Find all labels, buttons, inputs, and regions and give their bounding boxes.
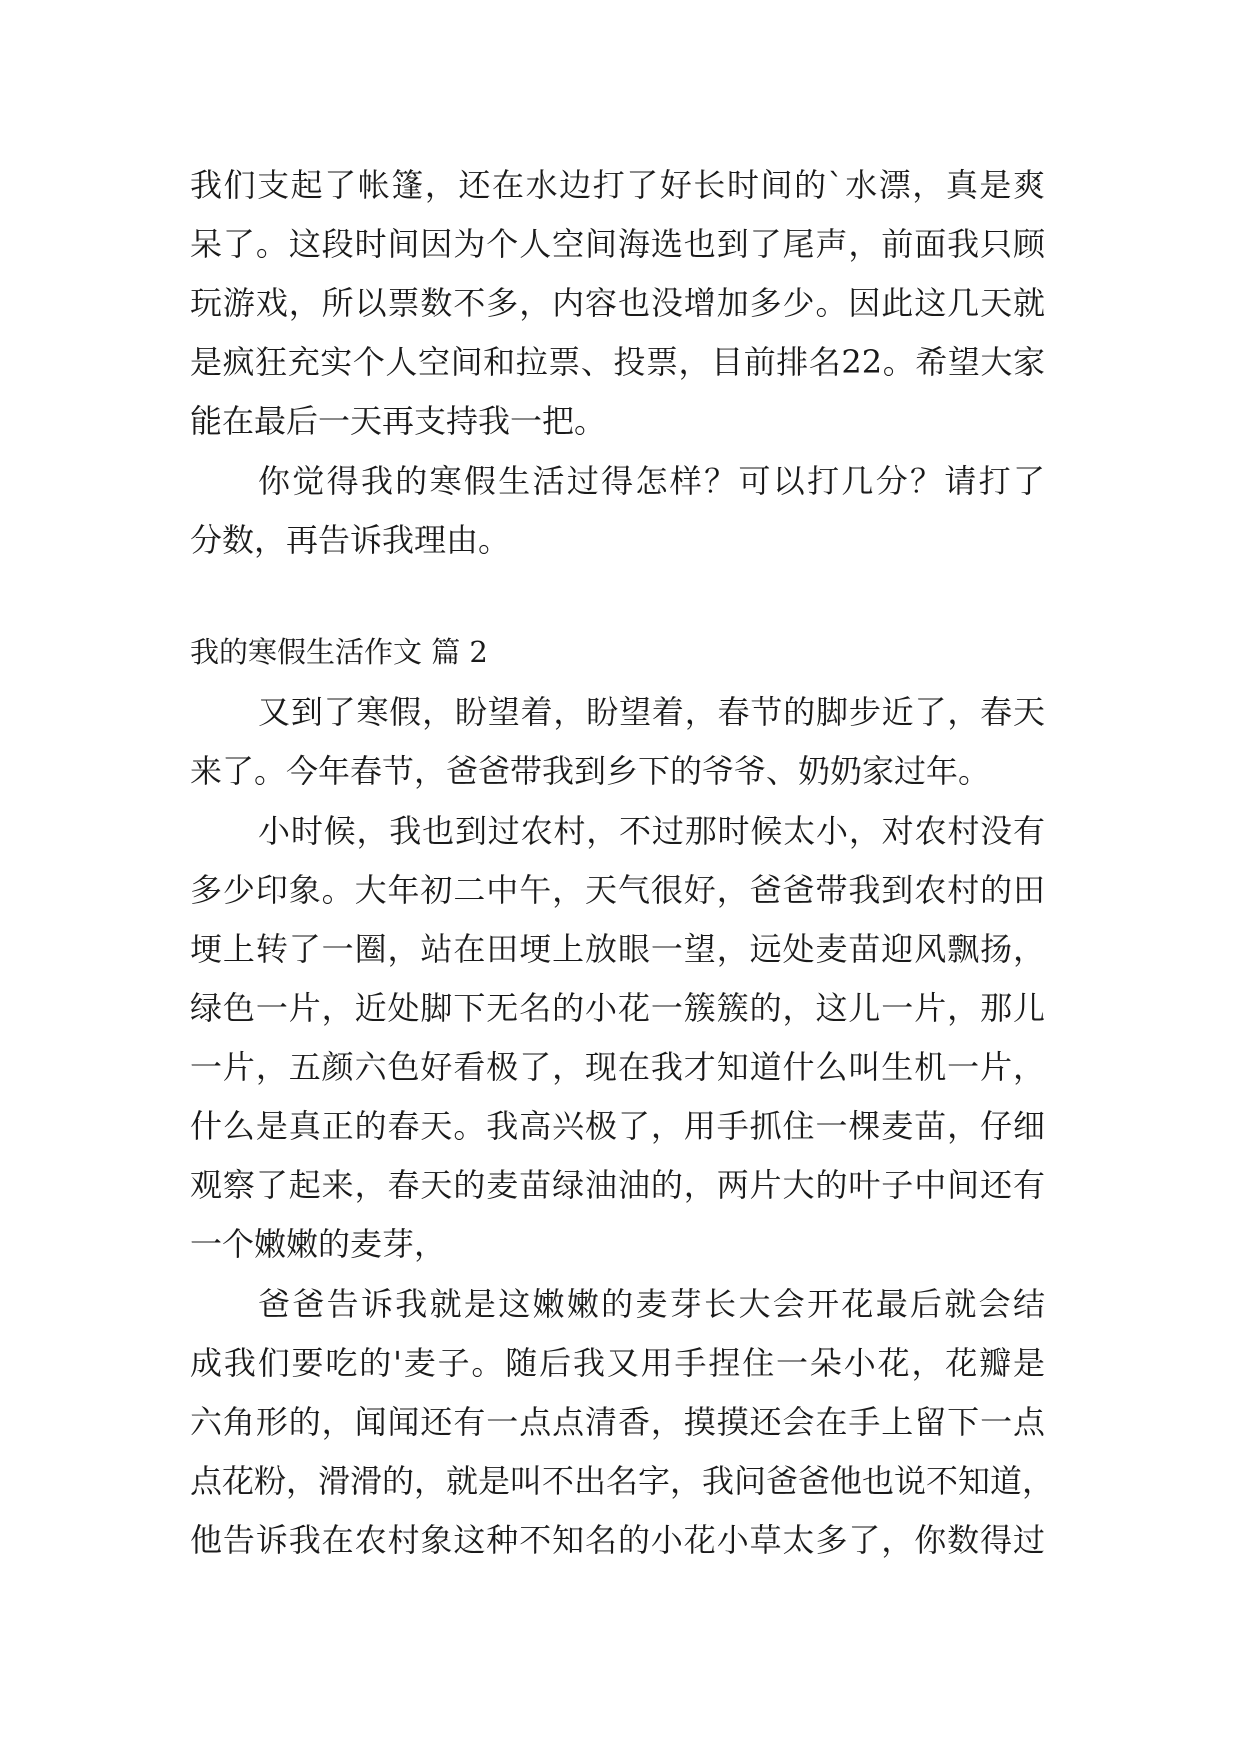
text-line: 来了。今年春节，爸爸带我到乡下的爷爷、奶奶家过年。 [190,752,991,790]
section-heading: 我的寒假生活作文 篇 2 [190,635,488,669]
text-line: 六角形的，闻闻还有一点点清香，摸摸还会在手上留下一点 [190,1403,1045,1441]
text-line: 埂上转了一圈，站在田埂上放眼一望，远处麦苗迎风飘扬， [190,930,1045,968]
text-line: 又到了寒假，盼望着，盼望着，春节的脚步近了，春天 [258,693,1045,731]
text-line: 能在最后一天再支持我一把。 [190,402,607,440]
text-line: 一片，五颜六色好看极了，现在我才知道什么叫生机一片， [190,1048,1045,1086]
text-line: 我们支起了帐篷，还在水边打了好长时间的`水漂，真是爽 [190,166,1045,204]
text-line: 爸爸告诉我就是这嫩嫩的麦芽长大会开花最后就会结 [258,1285,1045,1323]
text-line: 一个嫩嫩的麦芽， [190,1225,447,1263]
text-line: 分数，再告诉我理由。 [190,521,511,559]
text-line: 成我们要吃的'麦子。随后我又用手捏住一朵小花，花瓣是 [190,1344,1045,1382]
text-line: 你觉得我的寒假生活过得怎样？可以打几分？请打了 [258,462,1045,500]
text-line: 绿色一片，近处脚下无名的小花一簇簇的，这儿一片，那儿 [190,989,1045,1027]
text-line: 小时候，我也到过农村，不过那时候太小，对农村没有 [258,812,1045,850]
text-line: 什么是真正的春天。我高兴极了，用手抓住一棵麦苗，仔细 [190,1107,1045,1145]
text-line: 是疯狂充实个人空间和拉票、投票，目前排名22。希望大家 [190,343,1045,381]
text-line: 点花粉，滑滑的，就是叫不出名字，我问爸爸他也说不知道， [190,1462,1055,1500]
text-line: 观察了起来，春天的麦苗绿油油的，两片大的叶子中间还有 [190,1166,1045,1204]
text-line: 多少印象。大年初二中午，天气很好，爸爸带我到农村的田 [190,871,1045,909]
text-line: 玩游戏，所以票数不多，内容也没增加多少。因此这几天就 [190,284,1045,322]
text-line: 呆了。这段时间因为个人空间海选也到了尾声，前面我只顾 [190,225,1045,263]
text-line: 他告诉我在农村象这种不知名的小花小草太多了，你数得过 [190,1521,1045,1559]
